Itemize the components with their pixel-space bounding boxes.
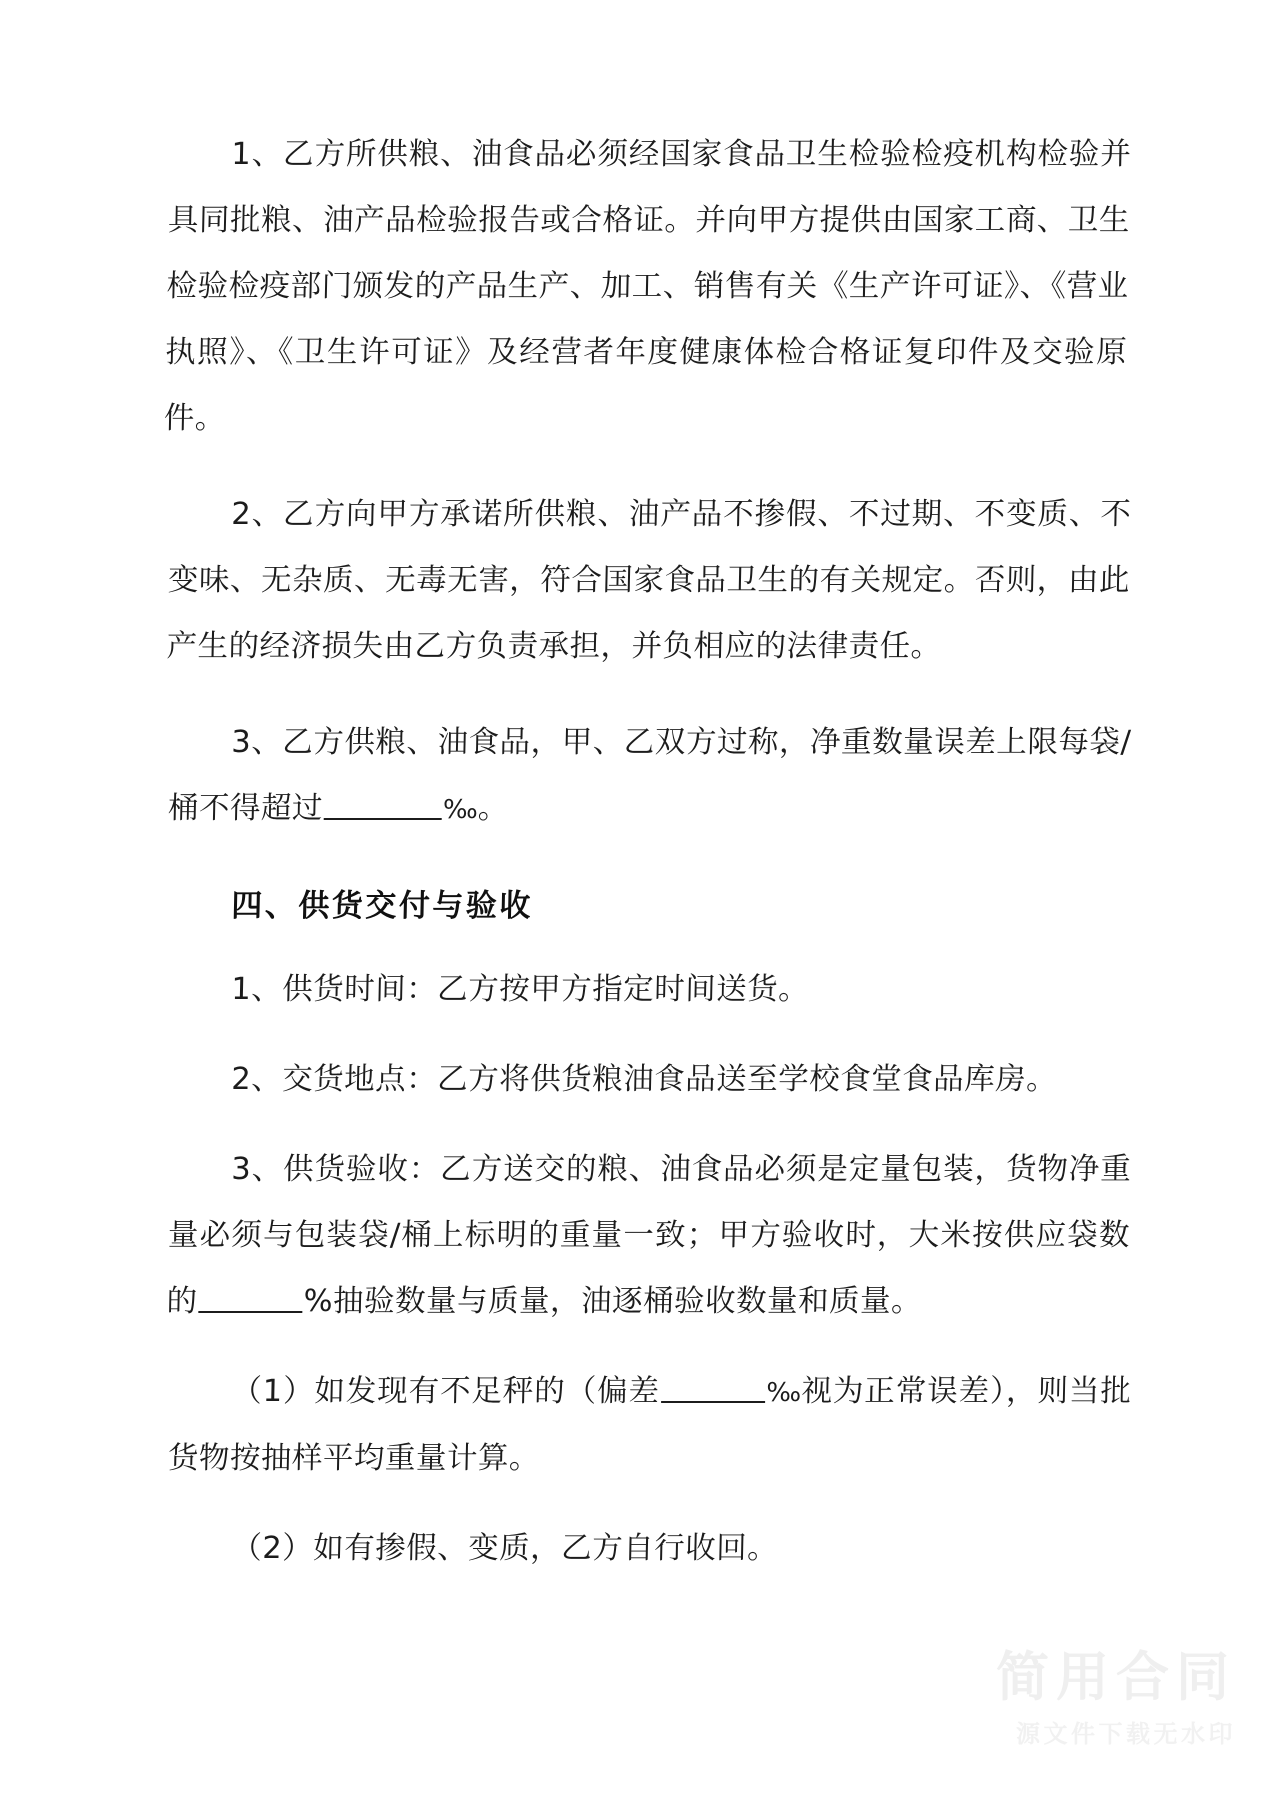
clause-paragraph-1: 1、乙方所供粮、油食品必须经国家食品卫生检验检疫机构检验并具同批粮、油产品检验报告或合格证。并向甲方提供由国家工商、卫生检验检疫部门颁发的产品生产、加工、销售有关《生产许可证》、《营业执照》、《卫生许可证》及经营者年度健康体检合格证复印件及交验原件。 — [163, 137, 1132, 436]
watermark — [996, 1647, 1236, 1752]
watermark-main-text: 简用合同 — [996, 1647, 1236, 1709]
subitem-1-blank-field[interactable] — [661, 1371, 766, 1404]
document-body — [163, 122, 1132, 1582]
clause-3-tail-text: 。 — [477, 791, 510, 826]
item-3-unit: % — [303, 1284, 334, 1319]
subitem-1-tail-text: 视为正常误差），则当批货物按抽样平均重量计算。 — [167, 1374, 1132, 1476]
watermark-sub-text: 源文件下载无水印 — [1016, 1720, 1236, 1748]
section-four-heading: 四、供货交付与验收 — [230, 888, 534, 924]
clause-paragraph-2: 2、乙方向甲方承诺所供粮、油产品不掺假、不过期、不变质、不变味、无杂质、无毒无害，符合国家食品卫生的有关规定。否则，由此产生的经济损失由乙方负责承担，并负相应的法律责任。 — [166, 497, 1132, 664]
item-3-tail-text: 抽验数量与质量，油逐桶验收数量和质量。 — [332, 1284, 923, 1319]
section-four-subitem-2: （2）如有掺假、变质，乙方自行收回。 — [230, 1531, 779, 1566]
clause-3-lead-text: 3、乙方供粮、油食品，甲、乙双方过称，净重数量误差上限每袋/桶不得超过 — [167, 725, 1132, 826]
item-3-blank-field[interactable] — [198, 1281, 303, 1314]
item-3-lead-text: 3、供货验收：乙方送交的粮、油食品必须是定量包装，货物净重量必须与包装袋/桶上标明的重量一致；甲方验收时，大米按供应袋数的 — [166, 1152, 1132, 1319]
clause-3-unit: ‰ — [442, 795, 479, 825]
subitem-1-lead-text: （1）如发现有不足秤的（偏差 — [230, 1374, 661, 1409]
clause-3-blank-field[interactable] — [324, 788, 443, 821]
section-four-subitem-1 — [167, 1359, 1132, 1492]
section-four-item-1: 1、供货时间：乙方按甲方指定时间送货。 — [230, 972, 810, 1007]
section-four-item-3 — [166, 1137, 1132, 1335]
section-four-item-2: 2、交货地点：乙方将供货粮油食品送至学校食堂食品库房。 — [230, 1062, 1058, 1097]
subitem-1-unit: ‰ — [765, 1378, 802, 1408]
clause-paragraph-3 — [167, 710, 1132, 843]
